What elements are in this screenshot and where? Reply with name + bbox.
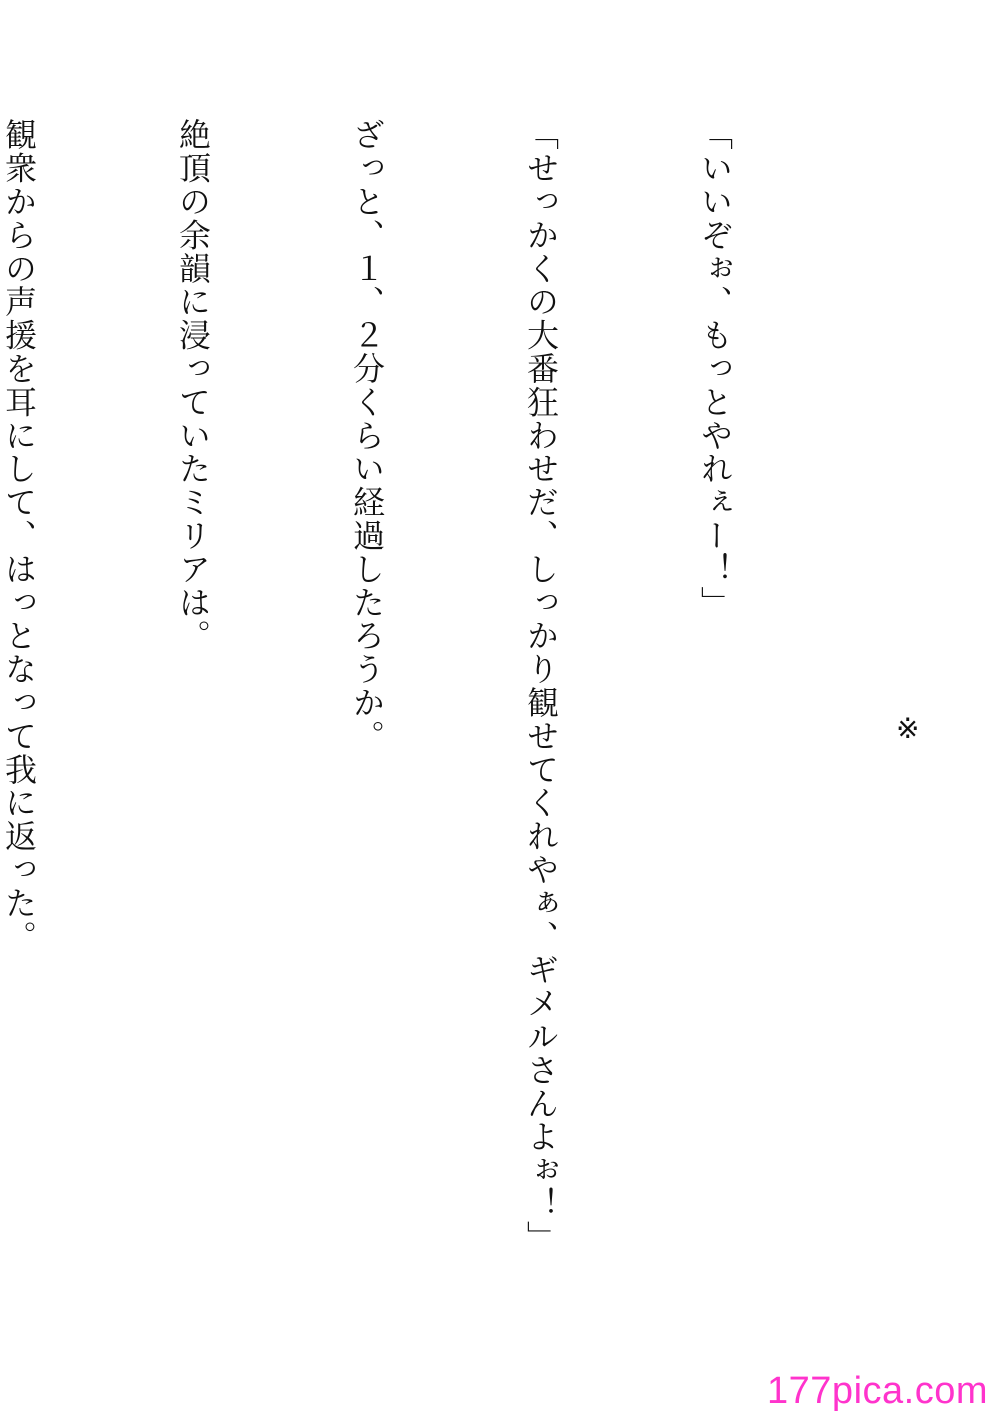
text-column-2: 「せっかくの大番狂わせだ、しっかり観せてくれやぁ、ギメルさんよぉ！」 — [522, 118, 560, 1254]
text-column-1: 「いいぞぉ、もっとやれぇー！」 — [696, 118, 734, 619]
text-column-5: 観衆からの声援を耳にして、はっとなって我に返った。 — [0, 118, 38, 953]
vertical-text-body — [0, 118, 860, 1378]
watermark-text: 177pica.com — [767, 1370, 988, 1412]
text-column-3: ざっと、１、２分くらい経過したろうか。 — [348, 118, 386, 753]
text-column-4: 絶頂の余韻に浸っていたミリアは。 — [174, 118, 212, 653]
section-mark: ※ — [896, 712, 920, 745]
